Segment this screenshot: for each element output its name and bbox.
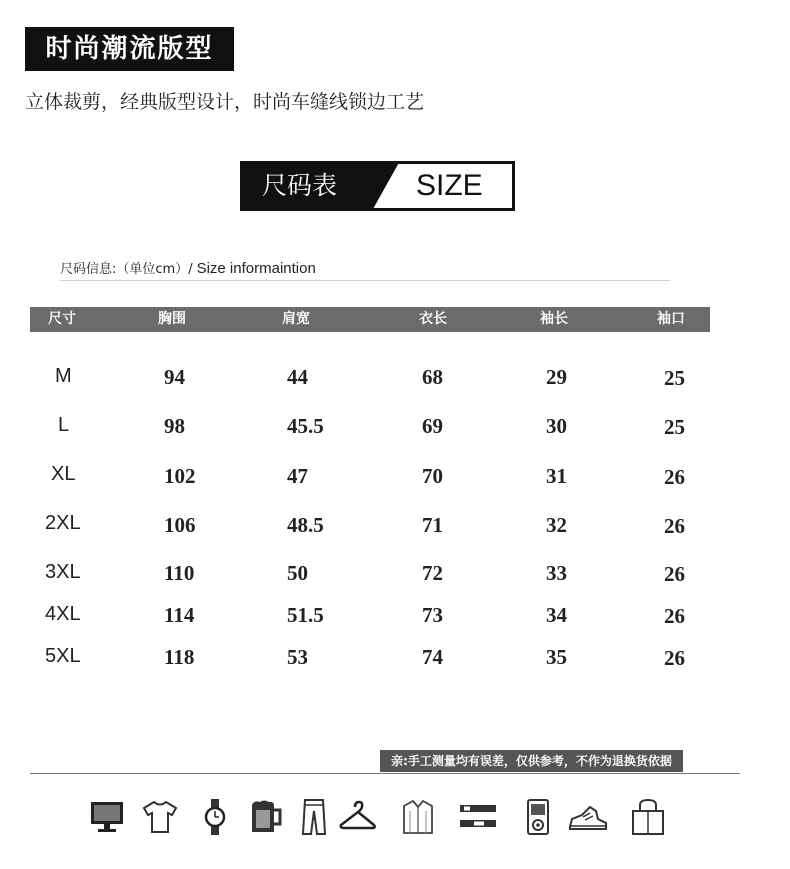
cell-cuff: 25 — [664, 366, 685, 390]
header-shoulder: 肩宽 — [282, 311, 310, 327]
cell-length: 69 — [422, 414, 443, 438]
header-sleeve-length: 袖长 — [540, 311, 568, 327]
shopping-bag-icon — [628, 797, 668, 837]
cell-size: 2XL — [45, 512, 81, 534]
header-chest: 胸围 — [158, 311, 186, 327]
badge-en-label: SIZE — [416, 169, 483, 202]
header-length: 衣长 — [419, 311, 447, 327]
cell-shoulder: 44 — [287, 365, 308, 389]
cell-size: M — [55, 365, 72, 387]
cell-shoulder: 48.5 — [287, 513, 324, 537]
cell-length: 72 — [422, 561, 443, 585]
badge-cn-label: 尺码表 — [262, 171, 338, 200]
cell-sleeve-length: 35 — [546, 645, 567, 669]
cell-chest: 98 — [164, 414, 185, 438]
cell-sleeve-length: 31 — [546, 464, 567, 488]
cell-cuff: 26 — [664, 562, 685, 586]
beer-mug-icon — [246, 797, 286, 837]
header-cuff: 袖口 — [657, 311, 685, 327]
divider — [30, 773, 740, 774]
tshirt-icon — [140, 797, 180, 837]
size-info-en: Size informaintion — [196, 260, 316, 277]
cell-chest: 110 — [164, 561, 195, 585]
cell-chest: 118 — [164, 645, 195, 669]
sneakers-icon — [568, 797, 608, 837]
cell-cuff: 25 — [664, 415, 685, 439]
size-chart-badge — [240, 161, 515, 211]
cell-sleeve-length: 32 — [546, 513, 567, 537]
cell-length: 70 — [422, 464, 443, 488]
cell-shoulder: 51.5 — [287, 603, 324, 627]
size-info-cn: 尺码信息:（单位cm）/ — [60, 262, 193, 277]
table-header — [30, 307, 710, 332]
cell-length: 68 — [422, 365, 443, 389]
cell-chest: 114 — [164, 603, 195, 627]
cell-shoulder: 45.5 — [287, 414, 324, 438]
cell-length: 74 — [422, 645, 443, 669]
header-size: 尺寸 — [48, 311, 76, 327]
cell-size: 4XL — [45, 603, 81, 625]
hanger-icon — [338, 797, 378, 837]
cell-cuff: 26 — [664, 604, 685, 628]
cell-size: 5XL — [45, 645, 81, 667]
cell-size: 3XL — [45, 561, 81, 583]
cell-chest: 94 — [164, 365, 185, 389]
cell-sleeve-length: 33 — [546, 561, 567, 585]
monitor-icon — [87, 797, 127, 837]
divider — [60, 280, 670, 281]
mp3-player-icon — [518, 797, 558, 837]
cell-size: L — [58, 414, 70, 436]
wristwatch-icon — [195, 797, 235, 837]
jeans-icon — [294, 797, 334, 837]
cell-cuff: 26 — [664, 646, 685, 670]
measurement-disclaimer: 亲:手工测量均有误差，仅供参考，不作为退换货依据 — [380, 750, 683, 772]
cell-shoulder: 47 — [287, 464, 308, 488]
cell-length: 73 — [422, 603, 443, 627]
cell-sleeve-length: 29 — [546, 365, 567, 389]
cell-shoulder: 53 — [287, 645, 308, 669]
cell-size: XL — [51, 463, 76, 485]
cell-cuff: 26 — [664, 465, 685, 489]
section-title: 时尚潮流版型 — [25, 27, 234, 71]
belt-icon — [458, 797, 498, 837]
size-info-line — [60, 258, 316, 277]
cell-shoulder: 50 — [287, 561, 308, 585]
cell-cuff: 26 — [664, 514, 685, 538]
shirt-icon — [398, 797, 438, 837]
cell-length: 71 — [422, 513, 443, 537]
cell-sleeve-length: 34 — [546, 603, 567, 627]
subtitle: 立体裁剪，经典版型设计，时尚车缝线锁边工艺 — [25, 91, 425, 113]
cell-sleeve-length: 30 — [546, 414, 567, 438]
cell-chest: 106 — [164, 513, 196, 537]
cell-chest: 102 — [164, 464, 196, 488]
